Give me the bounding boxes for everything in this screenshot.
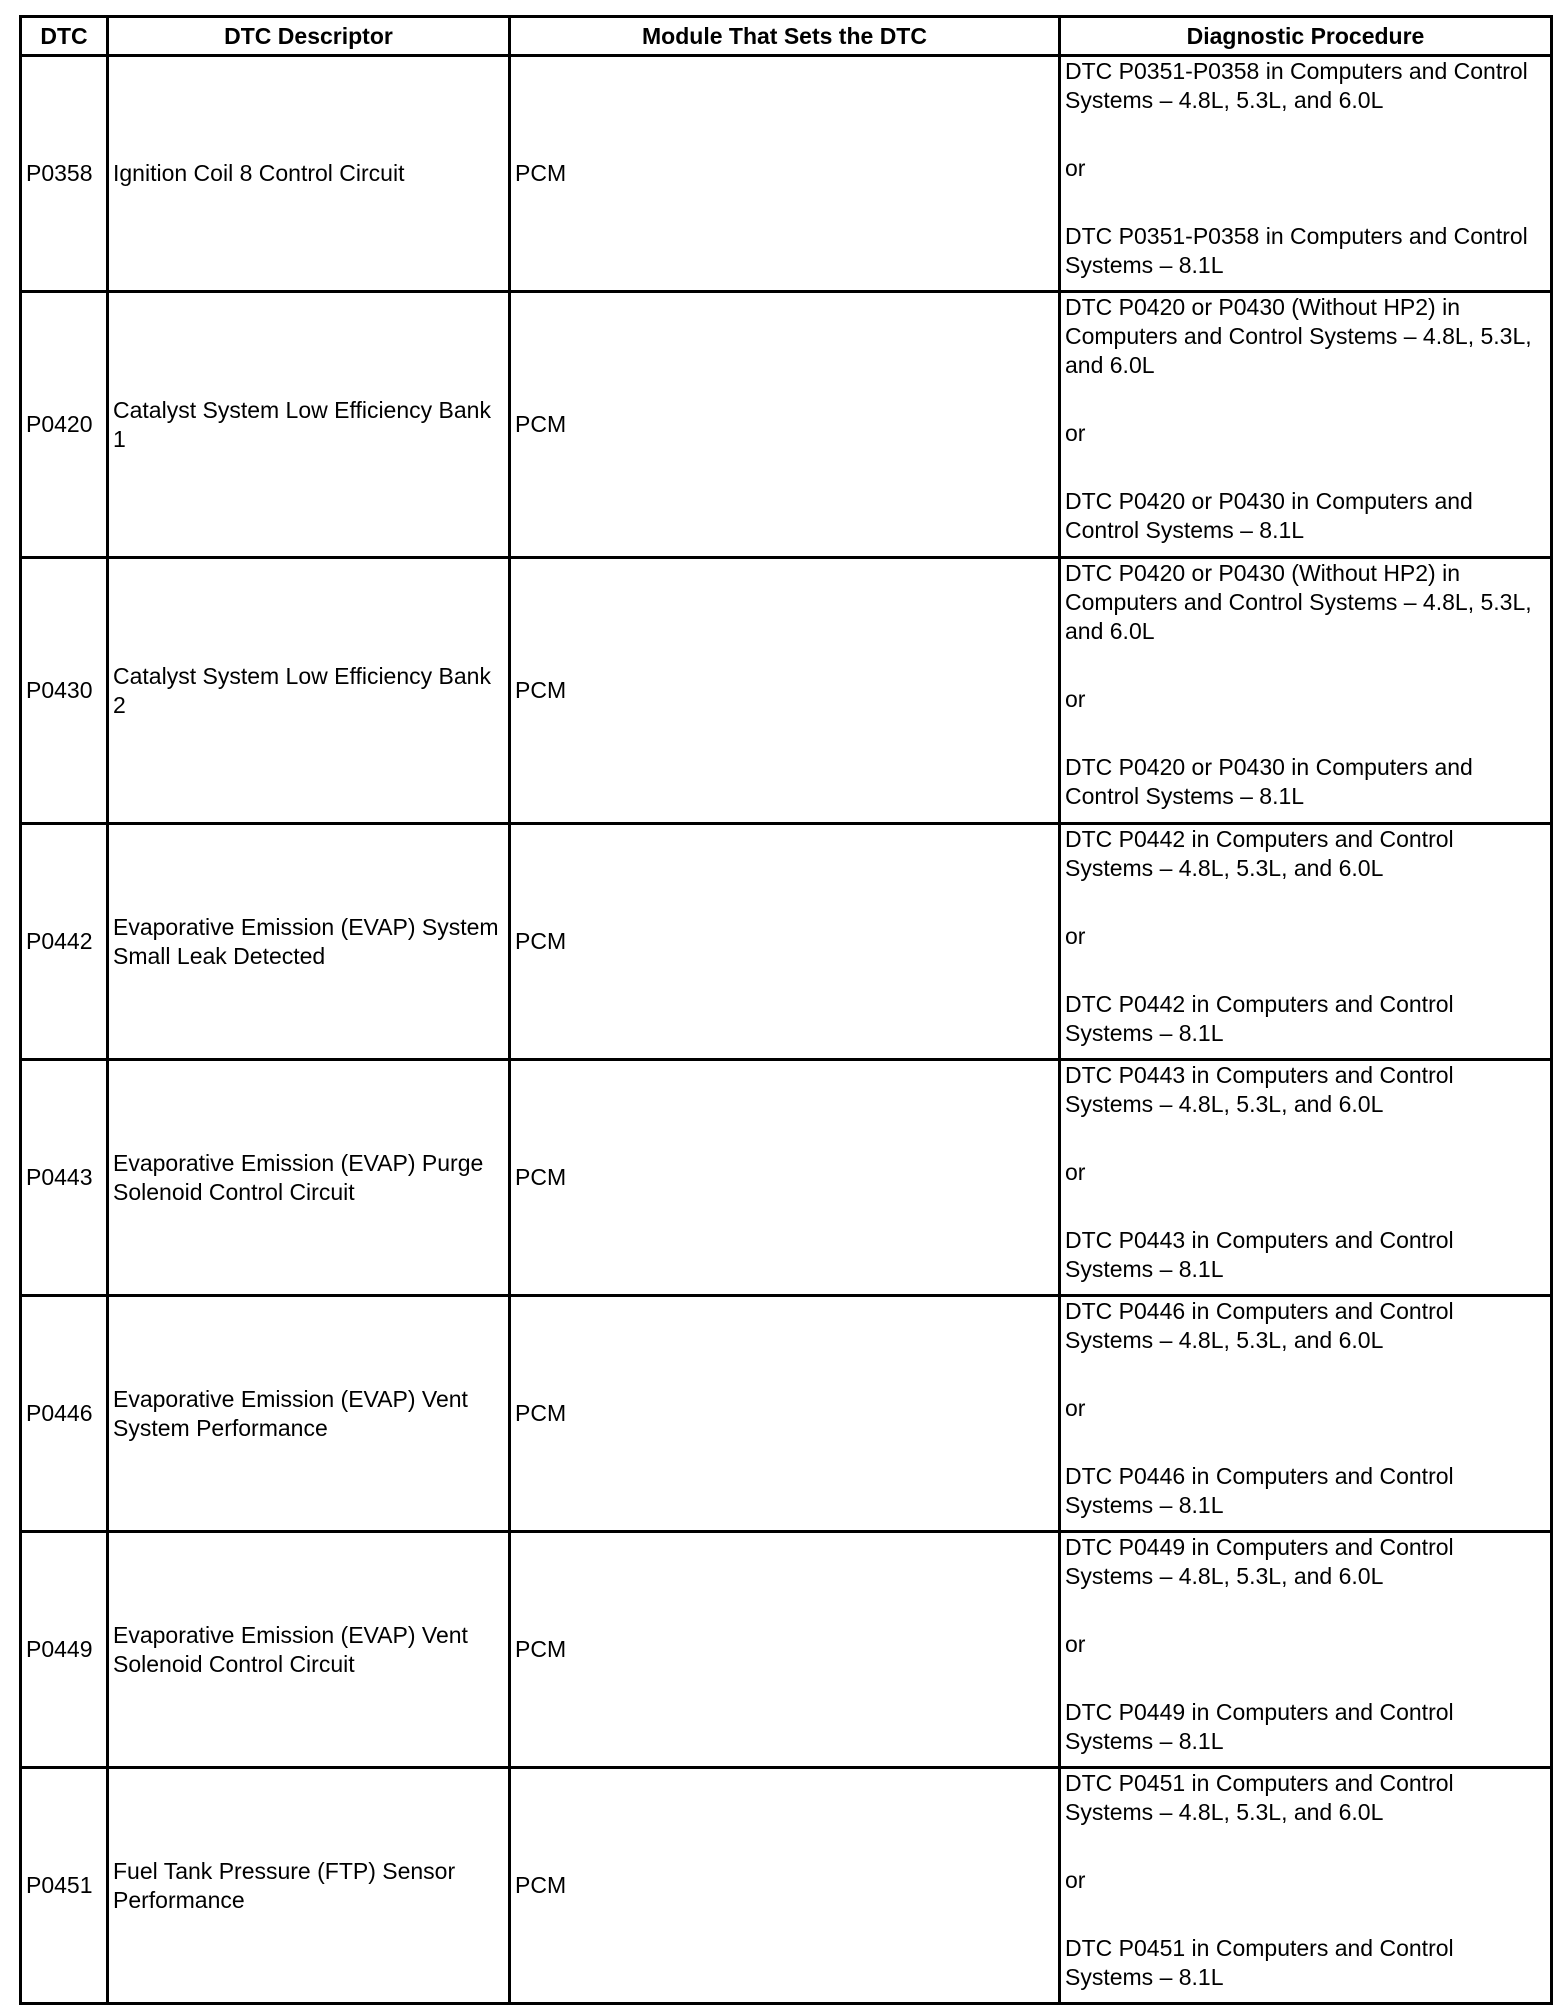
diagnostic-procedure [1060,1532,1552,1768]
dtc-descriptor: Catalyst System Low Efficiency Bank 1 [108,292,510,558]
procedure-or: or [1065,420,1086,446]
dtc-descriptor: Catalyst System Low Efficiency Bank 2 [108,558,510,824]
procedure-or: or [1065,686,1086,712]
table-row [21,824,1552,1060]
table-row [21,1296,1552,1532]
dtc-code: P0442 [21,824,108,1060]
procedure-link-gas[interactable]: DTC P0420 or P0430 (Without HP2) in Computers and Control Systems – 4.8L, 5.3L, and 6.0L [1065,294,1532,378]
dtc-code: P0420 [21,292,108,558]
dtc-code: P0430 [21,558,108,824]
module: PCM [510,1768,1060,2004]
diagnostic-procedure [1060,1768,1552,2004]
dtc-descriptor: Evaporative Emission (EVAP) Vent System Performance [108,1296,510,1532]
table-row [21,292,1552,558]
procedure-link-8-1[interactable]: DTC P0446 in Computers and Control Systems – 8.1L [1065,1463,1454,1518]
diagnostic-procedure [1060,558,1552,824]
procedure-link-gas[interactable]: DTC P0451 in Computers and Control Systems – 4.8L, 5.3L, and 6.0L [1065,1770,1454,1825]
procedure-or: or [1065,1159,1086,1185]
header-diagnostic-procedure: Diagnostic Procedure [1060,17,1552,56]
diagnostic-procedure [1060,292,1552,558]
diagnostic-procedure [1060,56,1552,292]
diagnostic-procedure [1060,1060,1552,1296]
dtc-code: P0451 [21,1768,108,2004]
dtc-code: P0358 [21,56,108,292]
dtc-descriptor: Evaporative Emission (EVAP) Vent Solenoid Control Circuit [108,1532,510,1768]
dtc-code: P0449 [21,1532,108,1768]
procedure-link-gas[interactable]: DTC P0446 in Computers and Control Systems – 4.8L, 5.3L, and 6.0L [1065,1298,1454,1353]
procedure-link-8-1[interactable]: DTC P0351-P0358 in Computers and Control Systems – 8.1L [1065,223,1528,278]
procedure-link-8-1[interactable]: DTC P0451 in Computers and Control Systems – 8.1L [1065,1935,1454,1990]
procedure-link-gas[interactable]: DTC P0443 in Computers and Control Systems – 4.8L, 5.3L, and 6.0L [1065,1062,1454,1117]
procedure-link-gas[interactable]: DTC P0449 in Computers and Control Systems – 4.8L, 5.3L, and 6.0L [1065,1534,1454,1589]
diagnostic-procedure [1060,824,1552,1060]
table-row [21,56,1552,292]
procedure-link-8-1[interactable]: DTC P0449 in Computers and Control Systems – 8.1L [1065,1699,1454,1754]
procedure-link-8-1[interactable]: DTC P0420 or P0430 in Computers and Control Systems – 8.1L [1065,488,1473,543]
procedure-or: or [1065,1631,1086,1657]
table-row [21,558,1552,824]
dtc-descriptor: Evaporative Emission (EVAP) System Small Leak Detected [108,824,510,1060]
diagnostic-procedure [1060,1296,1552,1532]
table-header-row [21,17,1552,56]
header-dtc-descriptor: DTC Descriptor [108,17,510,56]
procedure-link-gas[interactable]: DTC P0351-P0358 in Computers and Control Systems – 4.8L, 5.3L, and 6.0L [1065,58,1528,113]
table-row [21,1768,1552,2004]
procedure-or: or [1065,1395,1086,1421]
procedure-link-gas[interactable]: DTC P0442 in Computers and Control Systems – 4.8L, 5.3L, and 6.0L [1065,826,1454,881]
dtc-code: P0443 [21,1060,108,1296]
dtc-descriptor: Evaporative Emission (EVAP) Purge Solenoid Control Circuit [108,1060,510,1296]
module: PCM [510,824,1060,1060]
dtc-descriptor: Ignition Coil 8 Control Circuit [108,56,510,292]
module: PCM [510,558,1060,824]
dtc-descriptor: Fuel Tank Pressure (FTP) Sensor Performance [108,1768,510,2004]
table-row [21,1532,1552,1768]
module: PCM [510,292,1060,558]
table-row [21,1060,1552,1296]
module: PCM [510,1060,1060,1296]
module: PCM [510,56,1060,292]
header-module: Module That Sets the DTC [510,17,1060,56]
procedure-link-8-1[interactable]: DTC P0442 in Computers and Control Systems – 8.1L [1065,991,1454,1046]
dtc-table [19,15,1553,2005]
header-dtc: DTC [21,17,108,56]
procedure-link-8-1[interactable]: DTC P0443 in Computers and Control Systems – 8.1L [1065,1227,1454,1282]
module: PCM [510,1532,1060,1768]
procedure-or: or [1065,1867,1086,1893]
procedure-link-gas[interactable]: DTC P0420 or P0430 (Without HP2) in Computers and Control Systems – 4.8L, 5.3L, and 6.0L [1065,560,1532,644]
procedure-or: or [1065,923,1086,949]
module: PCM [510,1296,1060,1532]
procedure-or: or [1065,155,1086,181]
procedure-link-8-1[interactable]: DTC P0420 or P0430 in Computers and Control Systems – 8.1L [1065,754,1473,809]
dtc-code: P0446 [21,1296,108,1532]
